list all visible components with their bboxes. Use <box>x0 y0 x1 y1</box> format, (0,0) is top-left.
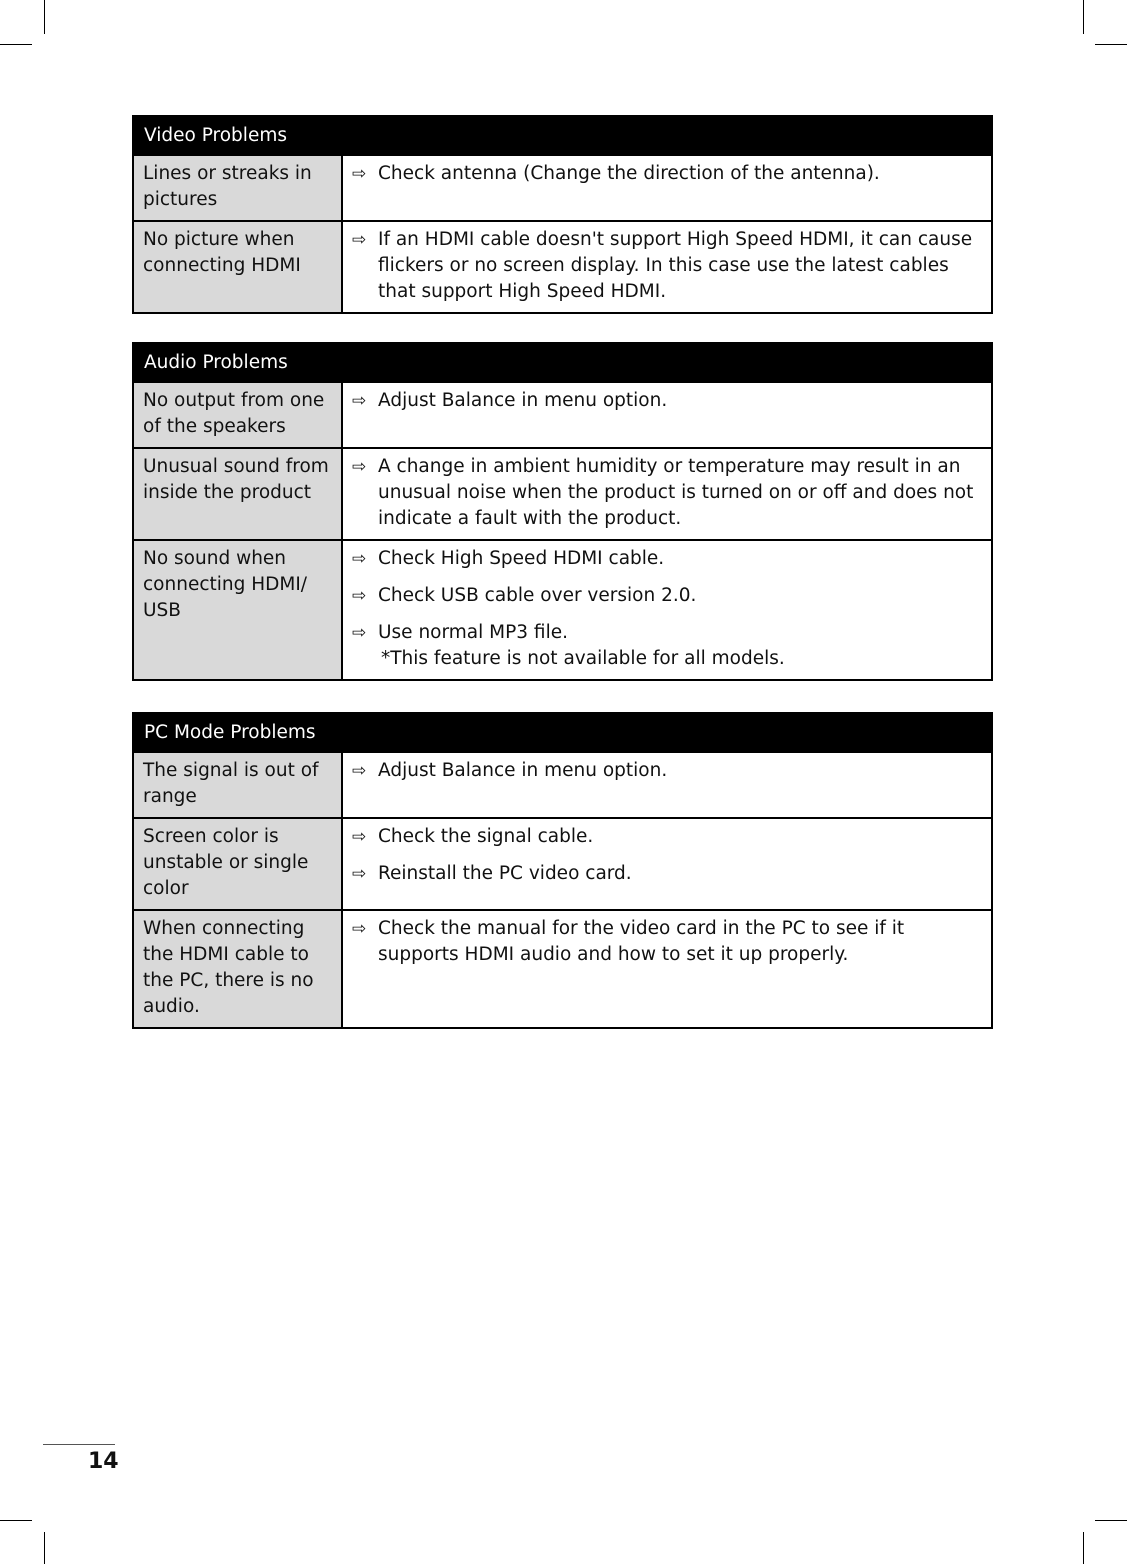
solution-text: Check antenna (Change the direction of the antenna). <box>378 163 880 184</box>
crop-mark <box>1083 1532 1084 1564</box>
problem-table <box>132 342 993 681</box>
page-number-rule <box>43 1444 115 1445</box>
solution-text: Check USB cable over version 2.0. <box>378 585 697 606</box>
table-row <box>133 540 992 680</box>
problem-cell: No sound when connecting HDMI/ USB <box>133 540 342 680</box>
table-row <box>133 382 992 448</box>
solution-text: If an HDMI cable doesn't support High Speed HDMI, it can cause flickers or no screen display. In this case use the latest cables that support High Speed HDMI. <box>378 229 973 302</box>
solution-item <box>352 583 981 609</box>
arrow-right-icon: ⇨ <box>352 164 367 184</box>
solution-item <box>352 620 981 672</box>
table-row <box>133 448 992 540</box>
crop-mark <box>1083 0 1084 34</box>
crop-mark <box>0 44 32 45</box>
solution-cell <box>342 752 992 818</box>
arrow-right-icon: ⇨ <box>352 761 367 781</box>
solution-cell <box>342 155 992 221</box>
solution-text: Check the manual for the video card in the PC to see if it supports HDMI audio and how to set it up properly. <box>378 918 905 965</box>
solution-cell <box>342 382 992 448</box>
solution-item <box>352 388 981 414</box>
crop-mark <box>1095 1520 1127 1521</box>
problem-cell: Lines or streaks in pictures <box>133 155 342 221</box>
arrow-right-icon: ⇨ <box>352 864 367 884</box>
solution-item <box>352 227 981 305</box>
table-row <box>133 221 992 313</box>
solution-item <box>352 161 981 187</box>
problem-cell: No picture when connecting HDMI <box>133 221 342 313</box>
crop-mark <box>1095 44 1127 45</box>
table-row <box>133 910 992 1028</box>
solution-item <box>352 546 981 572</box>
solution-text: Check High Speed HDMI cable. <box>378 548 665 569</box>
problem-cell: Screen color is unstable or single color <box>133 818 342 910</box>
solution-cell <box>342 448 992 540</box>
table-row <box>133 155 992 221</box>
solution-cell <box>342 221 992 313</box>
arrow-right-icon: ⇨ <box>352 457 367 477</box>
problem-table <box>132 115 993 314</box>
problem-table <box>132 712 993 1029</box>
solution-cell <box>342 910 992 1028</box>
table-row <box>133 752 992 818</box>
solution-item <box>352 916 981 968</box>
solution-text: Use normal MP3 file. <box>378 622 568 643</box>
section-title: PC Mode Problems <box>133 713 992 752</box>
section-title: Video Problems <box>133 116 992 155</box>
solution-item <box>352 758 981 784</box>
page-number: 14 <box>88 1449 119 1474</box>
solution-text: Check the signal cable. <box>378 826 594 847</box>
solution-item <box>352 454 981 532</box>
problem-cell: Unusual sound from inside the product <box>133 448 342 540</box>
solution-text: Adjust Balance in menu option. <box>378 760 668 781</box>
arrow-right-icon: ⇨ <box>352 623 367 643</box>
table-row <box>133 818 992 910</box>
arrow-right-icon: ⇨ <box>352 230 367 250</box>
problem-cell: When connecting the HDMI cable to the PC, there is no audio. <box>133 910 342 1028</box>
solution-item <box>352 824 981 850</box>
crop-mark <box>0 1520 32 1521</box>
problem-cell: The signal is out of range <box>133 752 342 818</box>
solution-text: Reinstall the PC video card. <box>378 863 632 884</box>
solution-text: Adjust Balance in menu option. <box>378 390 668 411</box>
problem-cell: No output from one of the speakers <box>133 382 342 448</box>
crop-mark <box>44 0 45 34</box>
section-title: Audio Problems <box>133 343 992 382</box>
solution-item <box>352 861 981 887</box>
arrow-right-icon: ⇨ <box>352 919 367 939</box>
arrow-right-icon: ⇨ <box>352 549 367 569</box>
arrow-right-icon: ⇨ <box>352 391 367 411</box>
solution-note: *This feature is not available for all models. <box>381 648 785 669</box>
solution-cell <box>342 818 992 910</box>
arrow-right-icon: ⇨ <box>352 586 367 606</box>
solution-text: A change in ambient humidity or temperature may result in an unusual noise when the product is turned on or off and does not indicate a fault with the product. <box>378 456 974 529</box>
solution-cell <box>342 540 992 680</box>
arrow-right-icon: ⇨ <box>352 827 367 847</box>
crop-mark <box>44 1532 45 1564</box>
